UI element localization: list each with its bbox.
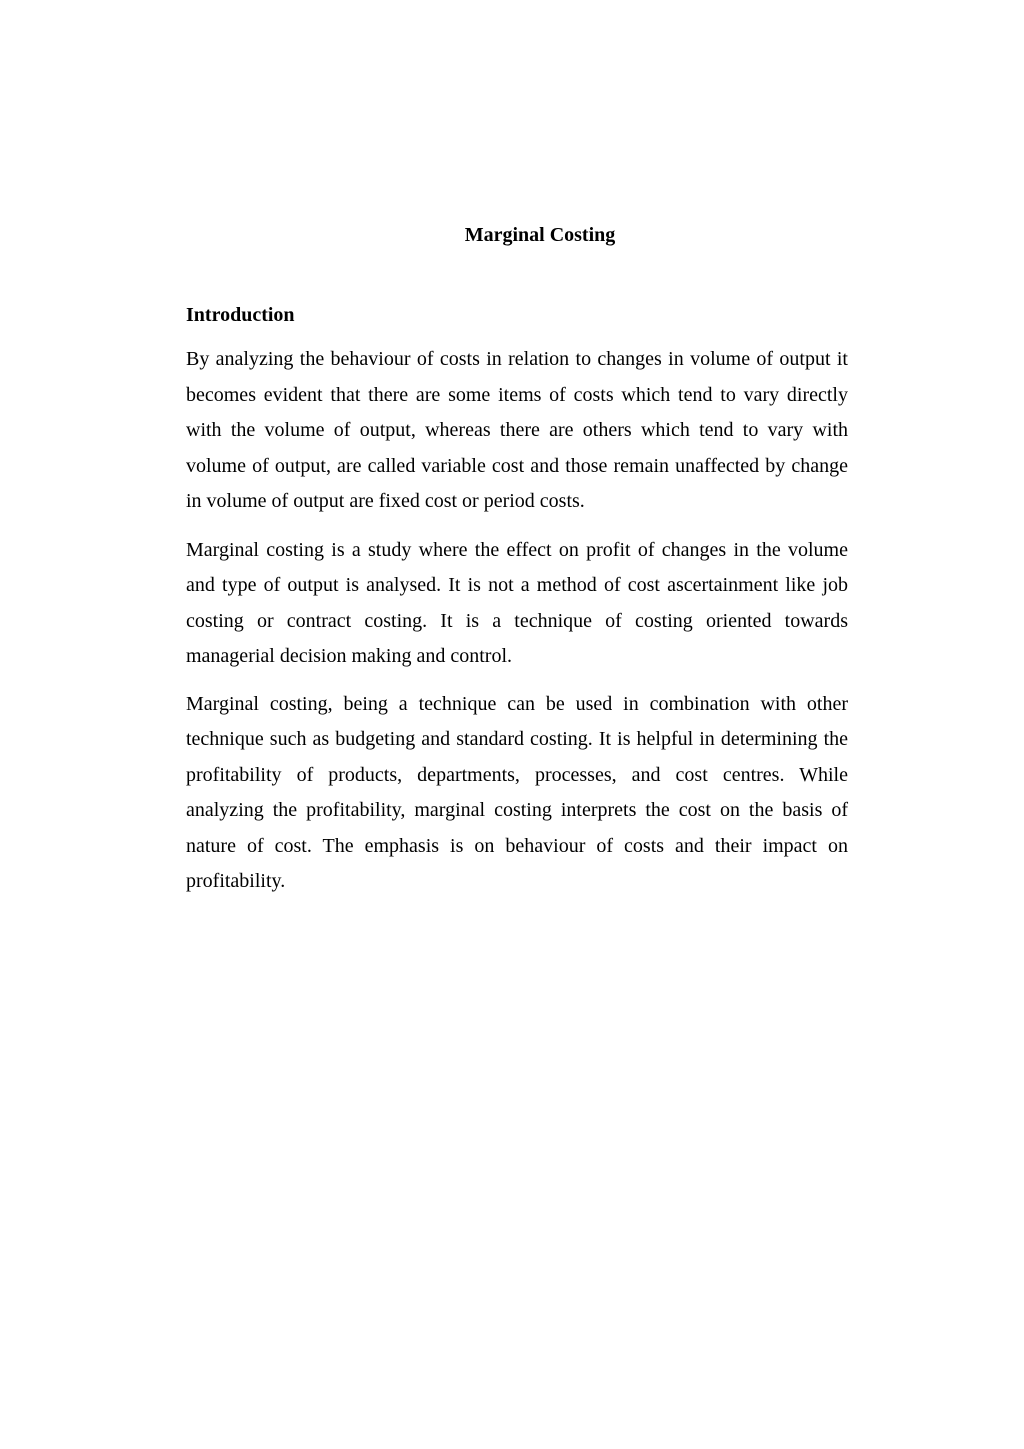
document-title: Marginal Costing xyxy=(464,224,616,246)
document-body xyxy=(186,218,848,900)
paragraph-2: Marginal costing is a study where the effect on profit of changes in the volume and type of output is analysed. It is not a method of cost ascertainment like job costing or contract costing. It is a technique of costing oriented towards managerial decision making and control. xyxy=(186,538,848,667)
paragraph-3: Marginal costing, being a technique can be used in combination with other technique such as budgeting and standard costing. It is helpful in determining the profitability of products, departments, processes, and cost centres. While analyzing the profitability, marginal costing interprets the cost on the basis of nature of cost. The emphasis is on behaviour of costs and their impact on profitability. xyxy=(186,692,848,892)
paragraph-1: By analyzing the behaviour of costs in relation to changes in volume of output it becomes evident that there are some items of costs which tend to vary directly with the volume of output, whereas there are others which tend to vary with volume of output, are called variable cost and those remain unaffected by change in volume of output are fixed cost or period costs. xyxy=(186,348,848,512)
section-heading-introduction: Introduction xyxy=(186,304,295,326)
